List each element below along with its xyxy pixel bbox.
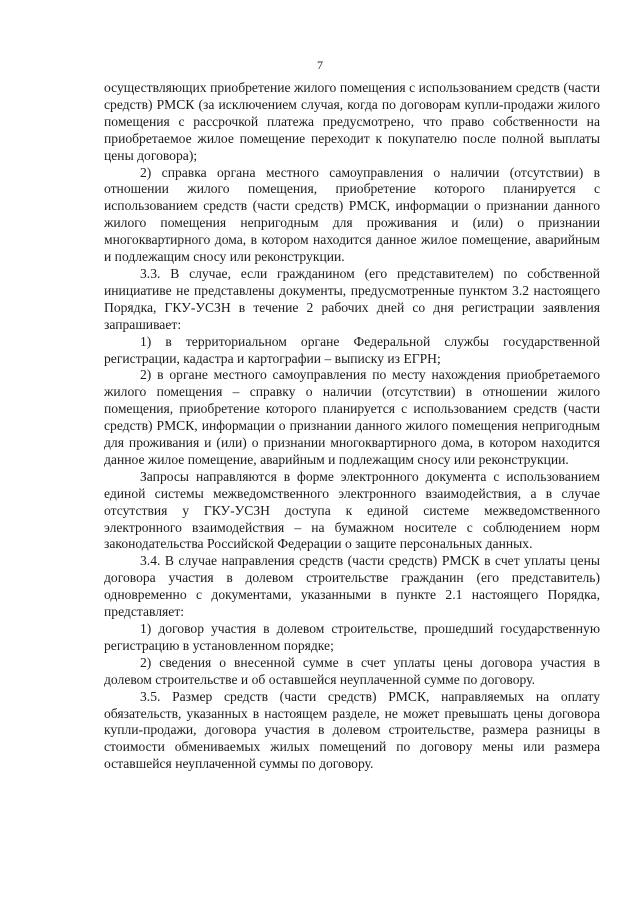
paragraph-clause-3-5: 3.5. Размер средств (части средств) РМСК, направляемых на оплату обязательств, указанных в настоящем разделе, не может превышать цены договора купли-продажи, договора участия в долевом строительстве, размера разницы в стоимости обмениваемых жилых помещений по договору мены или размера оставшейся неуплаченной суммы по договору.: [104, 688, 600, 772]
paragraph-requests: Запросы направляются в форме электронного документа с использованием единой системы межведомственного электронного взаимодействия, а в случае отсутствия у ГКУ-УСЗН доступа к единой системе межведомственного электронного взаимодействия – на бумажном носителе с соблюдением норм законодательства Российской Федерации о защите персональных данных.: [104, 468, 600, 552]
paragraph-clause-3-4: 3.4. В случае направления средств (части средств) РМСК в счет уплаты цены договора участия в долевом строительстве гражданин (его представитель) одновременно с документами, указанными в пункте 2.1 настоящего Порядка, представляет:: [104, 553, 600, 620]
paragraph-continuation: осуществляющих приобретение жилого помещения с использованием средств (части средств) РМСК (за исключением случая, когда по договорам купли-продажи жилого помещения с рассрочкой платежа предусмотрено, что право собственности на приобретаемое жилое помещение переходит к покупателю после полной выплаты цены договора);: [104, 80, 600, 163]
document-body: [104, 80, 600, 773]
page-number: 7: [317, 58, 323, 72]
paragraph-item-1-egrn: 1) в территориальном органе Федеральной службы государственной регистрации, кадастра и картографии – выписку из ЕГРН;: [104, 333, 600, 366]
paragraph-item-1-contract: 1) договор участия в долевом строительстве, прошедший государственную регистрацию в установленном порядке;: [104, 621, 600, 653]
paragraph-item-2-payment-info: 2) сведения о внесенной сумме в счет уплаты цены договора участия в долевом строительстве и об оставшейся неуплаченной сумме по договору.: [104, 654, 600, 687]
paragraph-item-2-local-authority: 2) в органе местного самоуправления по месту нахождения приобретаемого жилого помещения – справку о наличии (отсутствии) в отношении жилого помещения, приобретение которого планируется с использованием средств (части средств) РМСК, информации о признании данного жилого помещения непригодным для проживания и (или) о признании многоквартирного дома, в котором находится данное жилое помещение, аварийным и подлежащим сносу или реконструкции.: [104, 367, 600, 467]
paragraph-clause-3-3: 3.3. В случае, если гражданином (его представителем) по собственной инициативе не представлены документы, предусмотренные пунктом 3.2 настоящего Порядка, ГКУ-УСЗН в течение 2 рабочих дней со дня регистрации заявления запрашивает:: [104, 265, 600, 332]
paragraph-item-2-certificate: 2) справка органа местного самоуправления о наличии (отсутствии) в отношении жилого помещения, приобретение которого планируется с использованием средств (части средств) РМСК, информации о признании данного жилого помещения непригодным для проживания и (или) о признании многоквартирного дома, в котором находится данное жилое помещение, аварийным и подлежащим сносу или реконструкции.: [104, 164, 600, 265]
